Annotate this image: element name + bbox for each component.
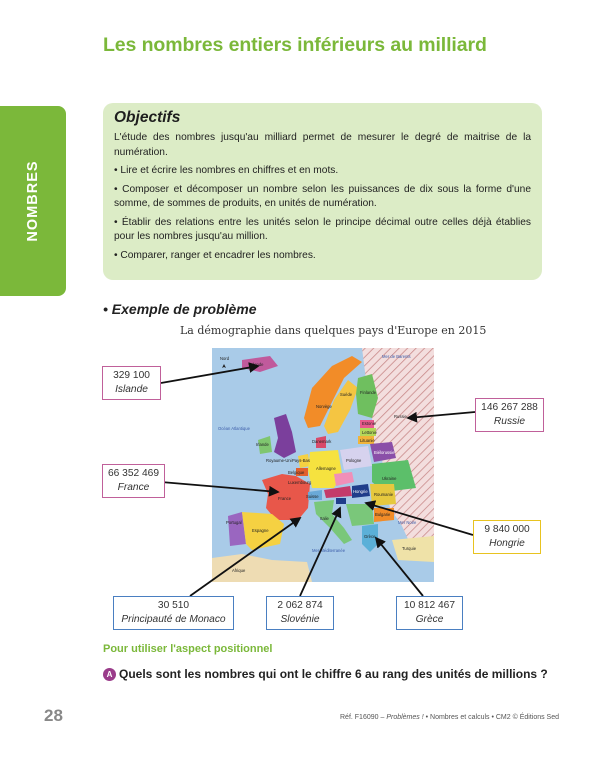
map-text-france: France xyxy=(278,496,292,501)
label-value: 2 062 874 xyxy=(277,600,323,611)
map-text-greece: Grèce xyxy=(364,534,376,539)
label-country: Principauté de Monaco xyxy=(121,614,226,625)
map-caption: La démographie dans quelques pays d'Europe en 2015 xyxy=(180,324,487,337)
example-title: • Exemple de problème xyxy=(103,301,257,317)
map-text-russia: Russie xyxy=(394,414,407,419)
objectives-paragraph: • Lire et écrire les nombres en chiffres et en mots. xyxy=(114,165,339,176)
label-value: 329 100 xyxy=(113,370,150,381)
label-hongrie xyxy=(473,520,541,554)
map-text-switzerland: Suisse xyxy=(306,494,319,499)
objectives-paragraph: • Composer et décomposer un nombre selon les puissances de dix sous la forme d'une somme, de sommes de produits, en unités de numération. xyxy=(114,183,531,209)
map-text-ukraine: Ukraine xyxy=(382,476,397,481)
section-tab-label: NOMBRES xyxy=(25,160,41,242)
question-badge: A xyxy=(103,668,116,681)
map-text-blacksea: Mer Noire xyxy=(398,520,417,525)
map-text-arctic: Mer de Barents xyxy=(382,354,411,359)
map-text-italy: Italie xyxy=(320,516,329,521)
map-text-africa: Afrique xyxy=(232,568,246,573)
footer-book: Problèmes ! xyxy=(386,714,424,721)
label-value: 146 267 288 xyxy=(481,402,538,413)
map-text-romania: Roumanie xyxy=(374,492,394,497)
page-number: 28 xyxy=(44,706,63,725)
label-monaco xyxy=(113,596,234,630)
footer-rest: • Nombres et calculs • CM2 © Éditions Sed xyxy=(423,714,560,721)
question-a xyxy=(103,667,548,681)
map-text-netherlands: Pays-Bas xyxy=(292,458,310,463)
map-text-lithuania: Lituanie xyxy=(360,438,375,443)
label-country: Slovénie xyxy=(280,614,320,625)
slovenia-region xyxy=(336,498,346,504)
map-text-belarus: Biélorussie xyxy=(374,450,395,455)
footer-ref: Réf. F16090 – xyxy=(340,714,387,721)
map-text-spain: Espagne xyxy=(252,528,269,533)
label-islande xyxy=(102,366,161,400)
label-country: Islande xyxy=(115,384,148,395)
map-text-ocean: Océan Atlantique xyxy=(218,426,250,431)
map-text-uk: Royaume-Uni xyxy=(266,458,292,463)
map-text-poland: Pologne xyxy=(346,458,362,463)
label-value: 66 352 469 xyxy=(108,468,159,479)
question-text: Quels sont les nombres qui ont le chiffre 6 au rang des unités de millions ? xyxy=(119,667,548,681)
objectives-paragraph: L'étude des nombres jusqu'au milliard permet de mesurer le degré de maitrise de la numération. xyxy=(114,132,531,158)
map-north-label: Nord xyxy=(220,356,230,361)
label-value: 9 840 000 xyxy=(484,524,530,535)
label-grece xyxy=(396,596,463,630)
objectives-box xyxy=(103,103,542,280)
page-title: Les nombres entiers inférieurs au milliard xyxy=(103,34,487,56)
label-russie xyxy=(475,398,544,432)
label-value: 10 812 467 xyxy=(404,600,455,611)
map-text-denmark: Danemark xyxy=(312,439,332,444)
map-text-ireland: Irlande xyxy=(256,442,269,447)
label-slovenie xyxy=(266,596,334,630)
map-text-hungary: Hongrie xyxy=(353,489,368,494)
objectives-paragraph: • Comparer, ranger et encadrer les nombres. xyxy=(114,249,316,261)
map-text-portugal: Portugal xyxy=(226,520,242,525)
footer xyxy=(340,714,559,721)
map-text-norway: Norvège xyxy=(316,404,332,409)
objectives-title: Objectifs xyxy=(114,109,181,126)
map-text-sweden: Suède xyxy=(340,392,353,397)
map-text-luxembourg: Luxembourg xyxy=(288,480,312,485)
map-text-med: Mer Méditerranée xyxy=(312,548,346,553)
label-france xyxy=(102,464,165,498)
map-text-bulgaria: Bulgarie xyxy=(375,512,391,517)
section-tab xyxy=(0,106,66,296)
label-country: Grèce xyxy=(415,614,444,625)
map-text-belgium: Belgique xyxy=(288,470,305,475)
europe-map xyxy=(212,348,434,582)
label-value: 30 510 xyxy=(157,600,190,611)
map-text-turkey: Turquie xyxy=(402,546,417,551)
objectives-paragraph: • Établir des relations entre les unités selon le principe décimal outre celles déjà établies pour les nombres jusqu'au million. xyxy=(114,216,531,242)
map-text-finland: Finlande xyxy=(360,390,377,395)
label-country: France xyxy=(117,482,150,493)
map-text-iceland: Islande xyxy=(250,362,264,367)
label-country: Hongrie xyxy=(489,538,525,549)
map-text-latvia: Lettonie xyxy=(362,430,377,435)
label-country: Russie xyxy=(493,416,526,427)
sub-title: Pour utiliser l'aspect positionnel xyxy=(103,643,273,655)
map-text-estonia: Estonie xyxy=(362,421,376,426)
map-text-germany: Allemagne xyxy=(316,466,336,471)
